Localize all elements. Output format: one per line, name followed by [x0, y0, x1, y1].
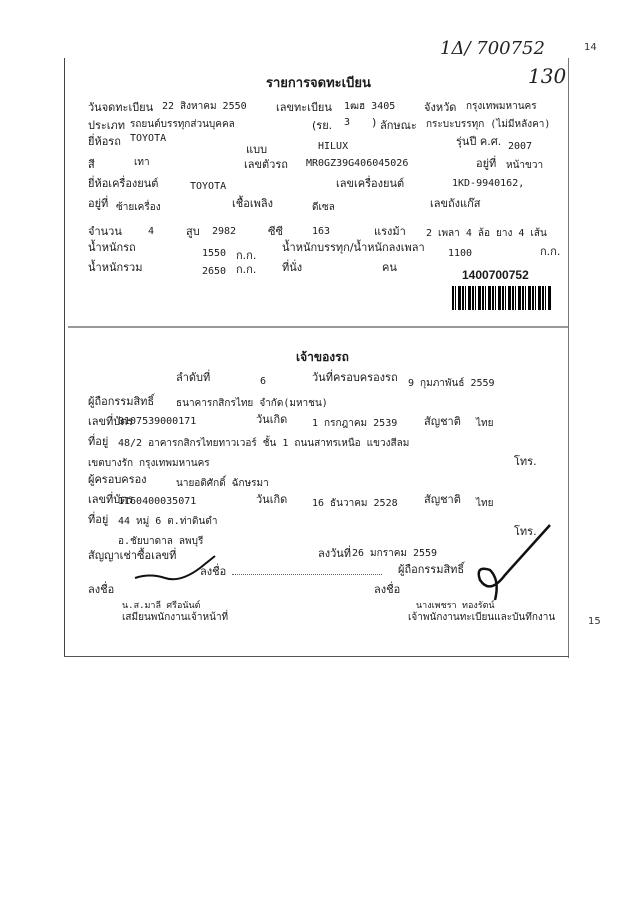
engine-loc: ซ้ายเครื่อง [116, 202, 161, 213]
engine-no-label: เลขเครื่องยนต์ [336, 177, 405, 190]
style-label: ลักษณะ [380, 119, 417, 132]
chassis: MR0GZ39G406045026 [306, 158, 409, 169]
since-label: วันที่ครอบครองรถ [312, 371, 398, 384]
type: รถยนต์บรรทุกส่วนบุคคล [130, 119, 235, 130]
owner-birth: 1 กรกฎาคม 2539 [312, 418, 398, 429]
seq: 6 [260, 376, 267, 387]
seq-label: ลำดับที่ [176, 371, 211, 384]
page-title: รายการจดทะเบียน [266, 76, 371, 91]
page-number-top: 14 [584, 42, 597, 53]
owner-birth-label: วันเกิด [256, 413, 288, 426]
engine-loc-label: อยู่ที่ [88, 197, 109, 210]
page-right-border [568, 58, 569, 658]
reg-date: 22 สิงหาคม 2550 [162, 101, 247, 112]
model: HILUX [318, 141, 349, 152]
model-label: แบบ [246, 143, 268, 156]
owner-label: ผู้ถือกรรมสิทธิ์ [88, 395, 155, 408]
brand-label: ยี่ห้อรถ [88, 135, 121, 148]
owner-id: 0107539000171 [118, 416, 197, 427]
load-label: น้ำหนักบรรทุก/น้ำหนักลงเพลา [282, 241, 425, 254]
sign-label-3: ลงชื่อ [374, 583, 401, 596]
owner-sign-label: ผู้ถือกรรมสิทธิ์ [398, 563, 465, 576]
holder-addr1: 44 หมู่ 6 ต.ท่าดินดำ [118, 516, 218, 527]
seat-unit: คน [382, 261, 397, 274]
total-kg: ก.ก. [236, 263, 257, 276]
owner-nation: ไทย [476, 418, 494, 429]
since: 9 กุมภาพันธ์ 2559 [408, 378, 495, 389]
rs-label: (รย. [312, 119, 333, 132]
officer-title: เสมียนพนักงานเจ้าหน้าที่ [122, 612, 229, 623]
gas-tank-label: เลขถังแก๊ส [430, 197, 481, 210]
rs-close: ) [372, 116, 377, 129]
sign-label-2: ลงชื่อ [88, 583, 115, 596]
cc-label: ซีซี [268, 225, 283, 238]
section-divider [68, 326, 568, 328]
reg-date-label: วันจดทะเบียน [88, 101, 154, 114]
fuel: ดีเซล [312, 202, 335, 213]
holder-label: ผู้ครอบครอง [88, 473, 147, 486]
holder-nation-label: สัญชาติ [424, 493, 461, 506]
year: 2007 [508, 141, 533, 152]
sign-date-label: ลงวันที่ [318, 547, 352, 560]
owner-tel-label: โทร. [514, 455, 537, 468]
seat-label: ที่นั่ง [282, 261, 303, 274]
hp-label: แรงม้า [374, 225, 406, 238]
holder-birth: 16 ธันวาคม 2528 [312, 498, 398, 509]
holder-id: 1160400035071 [118, 496, 197, 507]
page-left-border [64, 58, 65, 656]
color-label: สี [88, 158, 95, 171]
type-label: ประเภท [88, 119, 126, 132]
color: เทา [134, 157, 150, 168]
owner-addr2: เขตบางรัก กรุงเทพมหานคร [88, 458, 210, 469]
cc: 2982 [212, 226, 237, 237]
holder-id-label: เลขที่บัตร [88, 493, 134, 506]
total-label: น้ำหนักรวม [88, 261, 143, 274]
registrar-title: เจ้าพนักงานทะเบียนและบันทึกงาน [408, 612, 556, 623]
hp: 163 [312, 226, 331, 237]
year-label: รุ่นปี ค.ศ. [456, 135, 502, 148]
load: 1100 [448, 248, 473, 259]
holder-birth-label: วันเกิด [256, 493, 288, 506]
owner-addr1: 48/2 อาคารกสิกรไทยทาวเวอร์ ชั้น 1 ถนนสาทรเหนือ แขวงสีลม [118, 438, 410, 449]
province: กรุงเทพมหานคร [466, 101, 537, 112]
signature-registrar [450, 520, 560, 610]
engine-brand: TOYOTA [190, 181, 227, 192]
owner-section-title: เจ้าของรถ [296, 350, 349, 364]
axle-info: 2 เพลา 4 ล้อ ยาง 4 เส้น [426, 228, 547, 239]
holder-name: นายอดิศักดิ์ ฉักษรมา [176, 478, 269, 489]
plate: 1ฒฮ 3405 [344, 101, 396, 112]
page-number-bottom: 15 [588, 616, 601, 627]
officer-name: น.ส.มาลี ศรีอนันต์ [122, 601, 201, 611]
barcode-image [452, 286, 552, 310]
chassis-label: เลขตัวรถ [244, 158, 288, 171]
sign-line-1 [232, 574, 382, 575]
weight: 1550 [202, 248, 227, 259]
sign-label-1: ลงชื่อ [200, 565, 227, 578]
plate-label: เลขทะเบียน [276, 101, 332, 114]
style: กระบะบรรทุก (ไม่มีหลังคา) [426, 119, 551, 130]
owner-nation-label: สัญชาติ [424, 415, 461, 428]
count-label: จำนวน [88, 225, 122, 238]
rs-value: 3 [344, 117, 351, 128]
sign-date: 26 มกราคม 2559 [352, 548, 438, 559]
weight-label: น้ำหนักรถ [88, 241, 136, 254]
owner-addr-label: ที่อยู่ [88, 435, 109, 448]
cyl: 4 [148, 226, 155, 237]
holder-addr-label: ที่อยู่ [88, 513, 109, 526]
page-bottom-border [64, 656, 569, 657]
holder-nation: ไทย [476, 498, 494, 509]
contract-label: สัญญาเช่าซื้อเลขที่ [88, 549, 177, 562]
signature-officer [130, 548, 220, 588]
weight-kg: ก.ก. [236, 249, 257, 262]
cyl-label: สูบ [186, 225, 200, 238]
handwritten-130: 130 [528, 64, 567, 88]
barcode-number: 1400700752 [462, 268, 529, 282]
engine-brand-label: ยี่ห้อเครื่องยนต์ [88, 177, 159, 190]
chassis-loc: หน้าขวา [506, 160, 544, 171]
chassis-loc-label: อยู่ที่ [476, 157, 497, 170]
handwritten-number: 1Δ/ 700752 [440, 38, 545, 59]
total: 2650 [202, 266, 227, 277]
fuel-label: เชื้อเพลิง [232, 197, 273, 210]
holder-addr2: อ.ชัยบาดาล ลพบุรี [118, 536, 204, 547]
registrar-name: นางเพชรา ทองรัตน์ [416, 601, 495, 611]
brand: TOYOTA [130, 133, 167, 144]
holder-tel-label: โทร. [514, 525, 537, 538]
province-label: จังหวัด [424, 101, 457, 114]
engine-no: 1KD-9940162, [452, 178, 525, 189]
load-kg: ก.ก. [540, 245, 561, 258]
owner-name: ธนาคารกสิกรไทย จำกัด(มหาชน) [176, 398, 328, 409]
owner-id-label: เลขที่บัตร [88, 415, 134, 428]
